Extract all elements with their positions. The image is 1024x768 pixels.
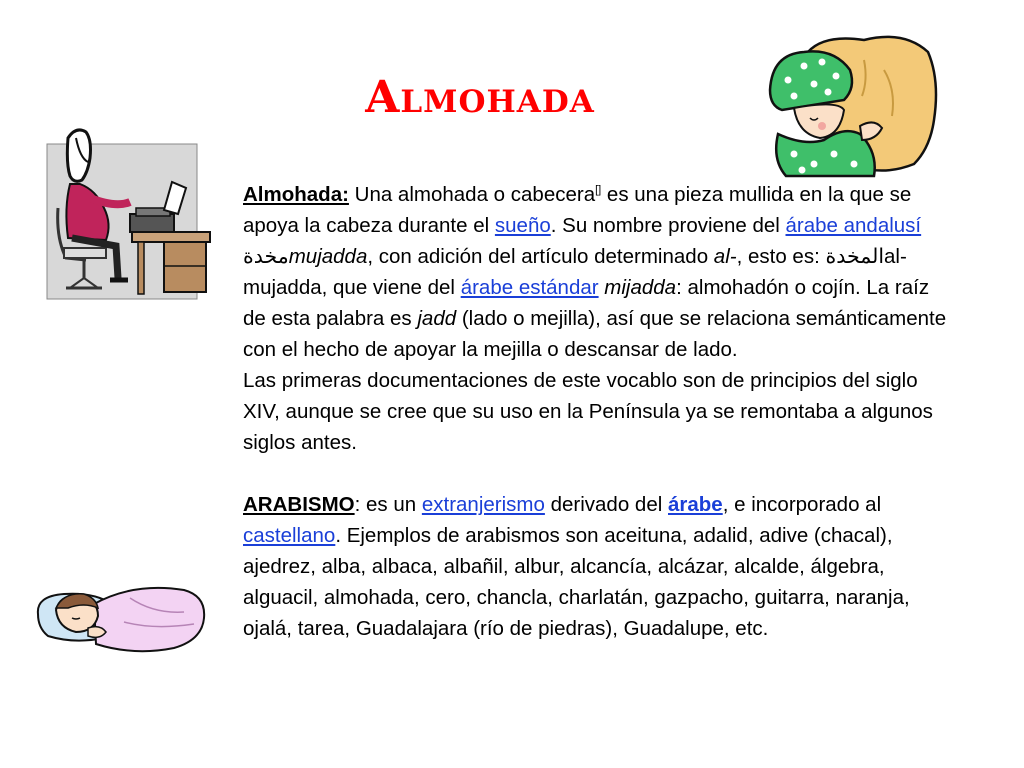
- paragraph-gap: [243, 458, 948, 489]
- link-arabe-andalusi[interactable]: árabe andalusí: [785, 213, 922, 237]
- link-extranjerismo[interactable]: extranjerismo: [421, 492, 545, 516]
- paragraph-almohada: Almohada: Una almohada o cabecera[] es una pieza mullida en la que se apoya la cabeza durante el sueño. Su nombre proviene del árabe andalusí مخدةmujadda, con adición del artículo determinado al-, esto es: المخدةal-mujadda, que viene del árabe estándar mijadda: almohadón o cojín. La raíz de esta palabra es jadd (lado o mejilla), así que se relaciona semánticamente con el hecho de apoyar la mejilla o descansar de lado.: [243, 182, 947, 361]
- paragraph-documentaciones: Las primeras documentaciones de este vocablo son de principios del siglo XIV, aunque se cree que su uso en la Península ya se remontaba a algunos siglos antes.: [243, 368, 933, 454]
- term-arabismo: ARABISMO: [243, 492, 355, 516]
- child-hugging-pillow-clipart: [764, 30, 942, 178]
- article-body: [243, 175, 948, 644]
- link-arabe[interactable]: árabe: [668, 492, 723, 516]
- person-sleeping-clipart: [34, 574, 210, 660]
- link-arabe-estandar[interactable]: árabe estándar: [460, 275, 599, 299]
- term-almohada: Almohada:: [243, 182, 349, 206]
- citation-ref[interactable]: []: [595, 184, 602, 196]
- link-sueno[interactable]: sueño: [494, 213, 551, 237]
- paragraph-arabismo: ARABISMO: es un extranjerismo derivado del árabe, e incorporado al castellano. Ejemplos de arabismos son aceituna, adalid, adive (chacal), ajedrez, alba, albaca, albañil, albur, alcancía, alcázar, alcalde, álgebra, alguacil, almohada, cero, chancla, charlatán, gazpacho, guitarra, naranja, ojalá, tarea, Guadalajara (río de piedras), Guadalupe, etc.: [243, 492, 910, 640]
- arabic-word-2: المخدة: [825, 244, 885, 268]
- person-typing-clipart: [46, 128, 212, 300]
- link-castellano[interactable]: castellano: [243, 523, 336, 547]
- arabic-word-1: مخدة: [243, 244, 289, 268]
- page-title: Almohada: [365, 72, 595, 123]
